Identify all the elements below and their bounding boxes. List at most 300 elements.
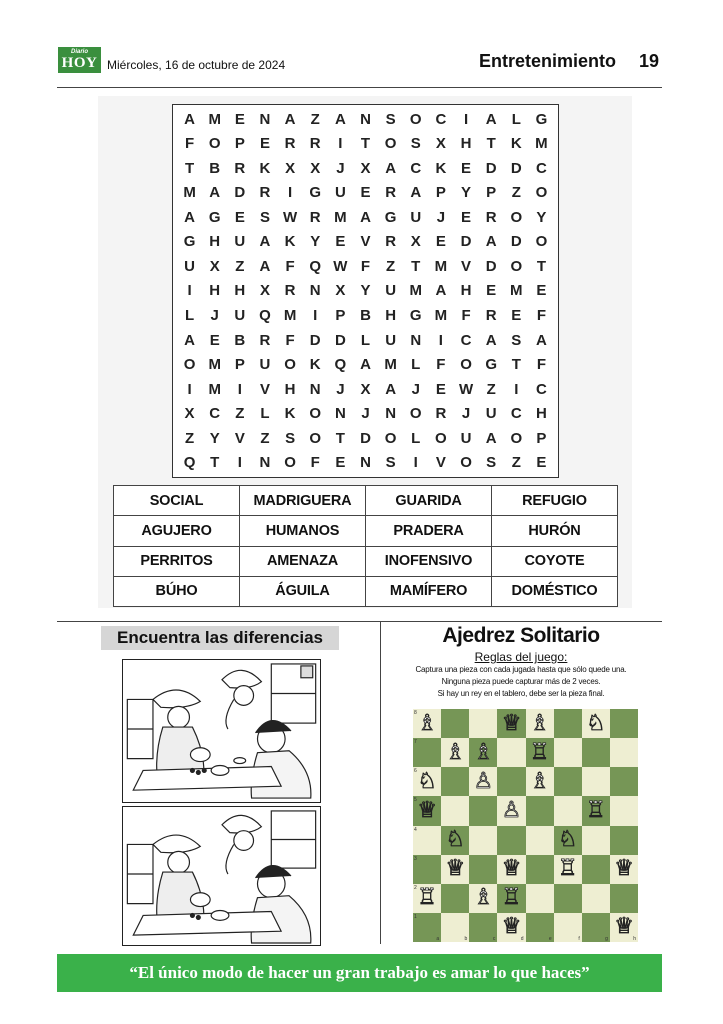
word-search-letter: D (460, 233, 472, 251)
word-search-letter: M (535, 135, 548, 153)
word-search-letter: J (336, 380, 345, 398)
file-label: a (436, 936, 440, 942)
word-search-letter: J (436, 208, 446, 226)
word-search-letter: Q (259, 307, 271, 325)
word-search-letter: O (284, 356, 296, 374)
chess-square[interactable] (441, 826, 469, 855)
chess-square[interactable] (610, 826, 638, 855)
chess-square[interactable] (497, 796, 525, 825)
word-search-letter: Z (260, 429, 270, 447)
word-search-letter: E (360, 184, 371, 202)
word-search-letter: Z (184, 429, 195, 447)
chess-square[interactable] (554, 738, 582, 767)
word-search-letter: R (234, 159, 246, 177)
word-search-letter: Z (310, 110, 320, 128)
word-search-letter: F (285, 257, 295, 275)
differences-image-bottom (122, 806, 321, 946)
chess-square[interactable] (441, 767, 469, 796)
word-search-letter: A (284, 110, 296, 128)
word-list-cell: ÁGUILA (240, 576, 366, 606)
word-search-letter: F (310, 454, 320, 472)
word-search-letter: E (335, 454, 346, 472)
chess-rule: Captura una pieza con cada jugada hasta que sólo quede una. (415, 665, 627, 674)
word-search-letter: E (234, 208, 245, 226)
white-knight-icon[interactable]: ♘ (417, 768, 437, 794)
word-search-letter: G (384, 208, 397, 226)
word-search-letter: B (360, 307, 371, 325)
word-search-letter: S (511, 331, 522, 349)
word-search-letter: R (385, 184, 397, 202)
word-search-letter: V (234, 429, 245, 447)
word-search-letter: V (461, 257, 472, 275)
word-search-letter: U (184, 257, 195, 275)
white-queen-icon[interactable]: ♕ (445, 856, 466, 882)
white-rook-icon[interactable]: ♖ (529, 739, 550, 765)
chess-square[interactable] (610, 738, 638, 767)
white-bishop-icon[interactable]: ♗ (473, 885, 494, 911)
word-search-letter: B (234, 331, 246, 349)
chess-square[interactable] (526, 913, 554, 942)
word-search-letter: X (335, 282, 346, 300)
word-search-letter: O (435, 429, 447, 447)
word-search-letter: U (234, 307, 246, 325)
chess-square[interactable] (497, 855, 525, 884)
chess-square[interactable] (554, 826, 582, 855)
chess-square[interactable] (526, 738, 554, 767)
word-search-letter: T (486, 135, 496, 153)
quote-banner: “El único modo de hacer un gran trabajo es amar lo que haces” (57, 954, 662, 992)
white-bishop-icon[interactable]: ♗ (417, 710, 437, 736)
word-search-letter: C (536, 380, 547, 398)
word-search-letter: P (335, 307, 346, 325)
word-search-letter: O (535, 184, 548, 202)
word-search-letter: N (385, 405, 397, 423)
word-search-letter: L (260, 405, 270, 423)
white-rook-icon[interactable]: ♖ (585, 797, 606, 823)
word-search-letter: A (536, 331, 547, 349)
chess-square[interactable] (582, 796, 610, 825)
chess-square[interactable] (526, 884, 554, 913)
rank-label: 5 (414, 797, 417, 804)
section-title: Entretenimiento (479, 51, 617, 71)
word-search-letter: X (360, 159, 371, 177)
word-search-letter: L (411, 356, 421, 374)
word-search-letter: R (259, 184, 271, 202)
chess-square[interactable] (441, 796, 469, 825)
word-search-letter: I (438, 331, 443, 349)
chess-square[interactable] (441, 709, 469, 738)
chess-square[interactable] (497, 767, 525, 796)
word-list-cell: HURÓN (492, 516, 618, 546)
white-bishop-icon[interactable]: ♗ (473, 739, 494, 765)
word-search-letter: O (284, 454, 296, 472)
word-list-cell: BÚHO (114, 576, 240, 606)
word-search-letter: L (184, 307, 195, 325)
word-search-letter: G (409, 307, 422, 325)
word-search-letter: R (435, 405, 447, 423)
white-knight-icon[interactable]: ♘ (585, 710, 606, 736)
word-list-cell: PERRITOS (114, 546, 240, 576)
word-search-letter: N (334, 405, 346, 423)
word-search-letter: E (486, 282, 497, 300)
chess-square[interactable] (497, 709, 525, 738)
rank-label: 4 (414, 826, 417, 833)
chess-square[interactable] (497, 913, 525, 942)
word-search-letter: C (435, 110, 447, 128)
word-search-letter: H (209, 233, 221, 251)
chess-square[interactable] (413, 855, 441, 884)
word-search-letter: O (510, 208, 523, 226)
word-search-letter: Z (511, 184, 521, 202)
differences-image-top (122, 659, 321, 803)
page-number: 19 (639, 51, 660, 71)
word-list-cell: AGUJERO (114, 516, 240, 546)
word-search-letter: G (535, 110, 548, 128)
chess-square[interactable] (469, 884, 497, 913)
rank-label: 3 (414, 855, 417, 862)
chess-square[interactable] (610, 709, 638, 738)
word-search-letter: S (285, 429, 296, 447)
white-knight-icon[interactable]: ♘ (557, 827, 578, 853)
word-search-letter: O (510, 257, 523, 275)
chess-square[interactable] (582, 884, 610, 913)
word-search-letter: Y (536, 208, 547, 226)
chess-square[interactable] (554, 913, 582, 942)
chess-square[interactable] (469, 738, 497, 767)
word-search-letter: I (313, 307, 318, 325)
chess-rule: Ninguna pieza puede capturar más de 2 veces. (441, 677, 601, 686)
word-list-cell: REFUGIO (492, 486, 618, 516)
word-search-letter: I (338, 135, 343, 153)
word-search-letter: E (435, 380, 446, 398)
word-list-cell: COYOTE (492, 546, 618, 576)
file-label: f (578, 936, 580, 942)
word-search-letter: H (209, 282, 221, 300)
word-search-letter: E (209, 331, 220, 349)
rank-label: 2 (414, 884, 417, 891)
word-search-letter: D (309, 331, 321, 349)
word-search-letter: U (334, 184, 346, 202)
word-search-letter: N (360, 454, 371, 472)
chess-square[interactable] (413, 913, 441, 942)
word-search-letter: A (184, 208, 195, 226)
word-search-letter: L (411, 429, 421, 447)
chess-square[interactable] (497, 884, 525, 913)
word-search-letter: L (511, 110, 521, 128)
word-search-letter: H (460, 282, 472, 300)
chess-square[interactable] (441, 855, 469, 884)
chess-square[interactable] (554, 796, 582, 825)
chess-square[interactable] (526, 826, 554, 855)
word-search-letter: T (184, 159, 195, 177)
word-search-letter: E (511, 307, 522, 325)
chess-square[interactable] (582, 709, 610, 738)
word-list-cell: MAMÍFERO (366, 576, 492, 606)
chess-square[interactable] (526, 709, 554, 738)
word-search-letter: T (536, 257, 546, 275)
white-bishop-icon[interactable]: ♗ (445, 739, 466, 765)
word-search-letter: A (385, 159, 397, 177)
white-queen-icon[interactable]: ♕ (501, 710, 522, 736)
word-search-letter: P (536, 429, 547, 447)
word-search-letter: Z (235, 405, 245, 423)
word-search-letter: F (360, 257, 371, 275)
word-search-letter: A (485, 233, 497, 251)
word-search-letter: R (485, 208, 497, 226)
word-search-letter: X (410, 233, 421, 251)
word-search-letter: G (208, 208, 221, 226)
word-search-letter: O (535, 233, 548, 251)
word-list-cell: SOCIAL (114, 486, 240, 516)
file-label: e (548, 936, 552, 942)
chess-square[interactable] (582, 855, 610, 884)
word-search-letter: T (335, 429, 345, 447)
word-search-letter: M (510, 282, 523, 300)
chess-square[interactable] (610, 796, 638, 825)
chess-square[interactable] (413, 738, 441, 767)
word-search-letter: G (485, 356, 497, 374)
section-divider (57, 621, 662, 622)
word-search-letter: A (360, 356, 371, 374)
header-divider (57, 87, 662, 88)
word-list-row (114, 546, 618, 576)
word-search-letter: C (536, 159, 547, 177)
chess-square[interactable] (554, 767, 582, 796)
white-pawn-icon[interactable]: ♙ (501, 797, 522, 823)
word-search-letter: E (461, 208, 472, 226)
word-search-letter: O (460, 454, 472, 472)
word-list-cell: HUMANOS (240, 516, 366, 546)
issue-date: Miércoles, 16 de octubre de 2024 (107, 58, 286, 72)
word-search-letter: Q (309, 257, 322, 275)
word-search-letter: A (435, 282, 447, 300)
word-search-letter: N (360, 110, 371, 128)
word-search-letter: A (184, 331, 195, 349)
chess-square[interactable] (469, 855, 497, 884)
word-search-letter: O (409, 110, 422, 128)
white-queen-icon[interactable]: ♕ (417, 797, 437, 823)
word-list-row (114, 516, 618, 546)
chess-square[interactable] (582, 767, 610, 796)
chess-square[interactable] (469, 767, 497, 796)
word-search-letter: D (485, 257, 497, 275)
word-search-letter: V (360, 233, 371, 251)
word-search-letter: Y (209, 429, 220, 447)
chess-square[interactable] (413, 709, 441, 738)
word-search-letter: E (259, 135, 270, 153)
chess-square[interactable] (413, 826, 441, 855)
word-search-letter: K (284, 405, 296, 423)
white-queen-icon[interactable]: ♕ (501, 914, 522, 940)
word-search-letter: I (187, 380, 192, 398)
word-search-letter: V (435, 454, 446, 472)
chess-square[interactable] (582, 738, 610, 767)
white-knight-icon[interactable]: ♘ (445, 827, 466, 853)
newspaper-logo (58, 47, 101, 73)
word-search-letter: D (485, 159, 497, 177)
chess-rules-title: Reglas del juego: (474, 650, 568, 664)
word-search-letter: U (259, 356, 271, 374)
word-search-letter: U (460, 429, 472, 447)
word-search-letter: X (184, 405, 195, 423)
white-rook-icon[interactable]: ♖ (417, 885, 437, 911)
word-search-letter: Q (334, 356, 347, 374)
file-label: c (492, 936, 496, 942)
word-search-letter: U (234, 233, 246, 251)
white-bishop-icon[interactable]: ♗ (529, 710, 550, 736)
chess-square[interactable] (469, 796, 497, 825)
chess-square[interactable] (554, 709, 582, 738)
word-search-letter: D (510, 233, 522, 251)
chess-square[interactable] (497, 738, 525, 767)
rank-label: 6 (414, 768, 417, 775)
word-search-letter: I (288, 184, 293, 202)
chess-square[interactable] (526, 767, 554, 796)
word-search-letter: I (237, 454, 242, 472)
word-search-letter: Y (360, 282, 371, 300)
word-search-letter: O (208, 135, 221, 153)
word-search-letter: M (283, 307, 297, 325)
word-search-letter: O (384, 429, 397, 447)
word-search-letter: V (259, 380, 270, 398)
word-search-letter: X (285, 159, 296, 177)
word-search-letter: O (309, 405, 322, 423)
word-search-letter: H (284, 380, 296, 398)
chess-square[interactable] (469, 826, 497, 855)
word-search-letter: H (536, 405, 547, 423)
chess-square[interactable] (554, 884, 582, 913)
word-search-letter: J (336, 159, 345, 177)
word-search-letter: H (385, 307, 397, 325)
word-search-letter: J (461, 405, 471, 423)
word-search-letter: U (410, 208, 422, 226)
word-search-letter: S (410, 135, 421, 153)
chess-square[interactable] (413, 884, 441, 913)
word-search-letter: I (463, 110, 469, 128)
word-list-cell: DOMÉSTICO (492, 576, 618, 606)
chess-square[interactable] (610, 767, 638, 796)
tea-party-illustration (123, 660, 320, 802)
chess-square[interactable] (441, 884, 469, 913)
chess-square[interactable] (526, 855, 554, 884)
word-search-letter: P (234, 356, 245, 374)
white-bishop-icon[interactable]: ♗ (529, 768, 550, 794)
word-search-letter: K (510, 135, 522, 153)
chess-rules (380, 664, 662, 700)
chess-square[interactable] (610, 884, 638, 913)
chess-title: Ajedrez Solitario (442, 624, 600, 647)
word-search-letter: E (435, 233, 446, 251)
word-search-letter: O (409, 405, 422, 423)
word-search-letter: W (283, 208, 298, 226)
tea-party-illustration (123, 807, 320, 945)
chess-square[interactable] (413, 767, 441, 796)
word-search-letter: H (234, 282, 246, 300)
word-search-letter: A (334, 110, 346, 128)
chess-board (413, 709, 638, 942)
differences-title: Encuentra las diferencias (101, 626, 339, 650)
word-search-letter: M (409, 282, 422, 300)
word-search-letter: Z (386, 257, 396, 275)
word-search-letter: M (384, 356, 397, 374)
white-queen-icon[interactable]: ♕ (614, 914, 634, 940)
chess-square[interactable] (582, 913, 610, 942)
chess-square[interactable] (610, 855, 638, 884)
chess-square[interactable] (441, 913, 469, 942)
word-search-letter: T (411, 257, 421, 275)
word-search-letter: F (536, 307, 546, 325)
chess-square[interactable] (526, 796, 554, 825)
chess-square[interactable] (497, 826, 525, 855)
word-search-letter: Z (486, 380, 496, 398)
word-search-letter: M (183, 184, 196, 202)
word-search-letter: U (385, 282, 397, 300)
word-search-letter: A (485, 331, 497, 349)
rank-label: 1 (414, 913, 417, 920)
word-search-letter: R (309, 208, 321, 226)
chess-square[interactable] (469, 913, 497, 942)
white-queen-icon[interactable]: ♕ (614, 856, 634, 882)
word-search-letter: A (259, 257, 271, 275)
word-search-letter: T (511, 356, 521, 374)
word-search-letter: W (458, 380, 474, 398)
word-search-letter: I (514, 380, 519, 398)
chess-square[interactable] (610, 913, 638, 942)
white-queen-icon[interactable]: ♕ (501, 856, 522, 882)
word-list-row (114, 486, 618, 516)
word-search-letter: M (334, 208, 347, 226)
word-search-letter: F (536, 356, 546, 374)
word-search-letter: P (234, 135, 245, 153)
chess-square[interactable] (582, 826, 610, 855)
word-search-letter: D (360, 429, 371, 447)
word-search-letter: J (411, 380, 420, 398)
white-rook-icon[interactable]: ♖ (501, 885, 522, 911)
white-pawn-icon[interactable]: ♙ (473, 768, 494, 794)
white-rook-icon[interactable]: ♖ (557, 856, 578, 882)
word-search-letter: H (460, 135, 472, 153)
word-search-letter: R (385, 233, 397, 251)
chess-square[interactable] (554, 855, 582, 884)
word-search-letter: E (536, 454, 547, 472)
word-search-letter: A (360, 208, 371, 226)
word-search-letter: W (333, 257, 348, 275)
word-search-letter: X (310, 159, 321, 177)
chess-square[interactable] (413, 796, 441, 825)
word-search-letter: S (259, 208, 270, 226)
word-search-letter: E (335, 233, 346, 251)
word-list-cell: AMENAZA (240, 546, 366, 576)
word-search-letter: N (309, 282, 321, 300)
file-label: b (464, 936, 468, 942)
word-search-letter: M (434, 257, 448, 275)
word-list-table (113, 485, 618, 607)
chess-square[interactable] (469, 709, 497, 738)
word-search-letter: A (209, 184, 221, 202)
word-search-letter: X (435, 135, 446, 153)
word-search-letter: Z (235, 257, 245, 275)
word-search-letter: S (385, 110, 396, 128)
word-search-letter: M (208, 380, 221, 398)
word-search-letter: N (410, 331, 422, 349)
word-search-letter: K (435, 159, 447, 177)
word-search-letter: N (309, 380, 321, 398)
word-search-letter: F (461, 307, 471, 325)
chess-rule: Si hay un rey en el tablero, debe ser la pieza final. (437, 689, 605, 698)
word-search-letter: O (183, 356, 196, 374)
word-search-letter: A (184, 110, 195, 128)
chess-square[interactable] (441, 738, 469, 767)
